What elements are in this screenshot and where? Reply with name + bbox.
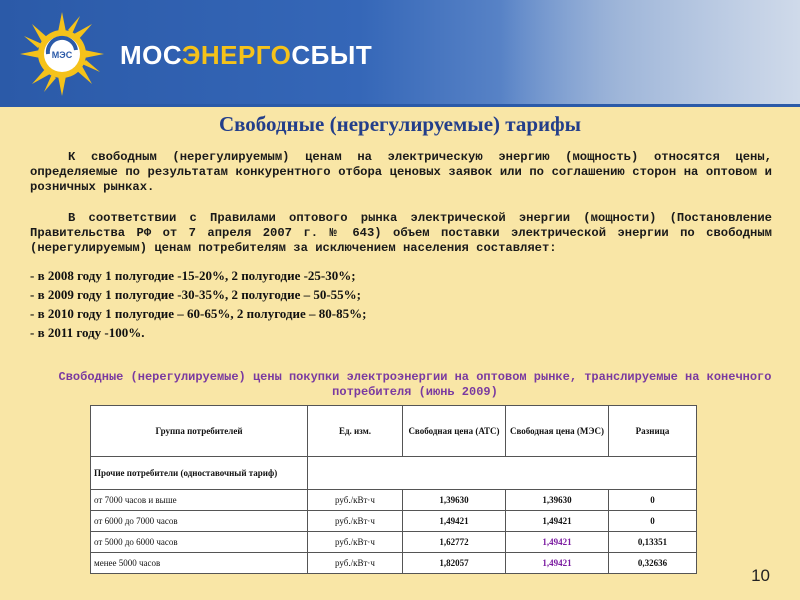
row-ats-price: 1,62772 xyxy=(403,532,506,553)
table-row xyxy=(91,532,697,553)
list-item: - в 2010 году 1 полугодие – 60-65%, 2 полугодие – 80-85%; xyxy=(30,306,367,321)
header-divider xyxy=(0,104,800,107)
column-header: Группа потребителей xyxy=(91,406,308,457)
list-item: - в 2011 году -100%. xyxy=(30,325,145,340)
industrial-photo xyxy=(500,0,800,104)
table-row xyxy=(91,511,697,532)
group-label: Прочие потребители (одноставочный тариф) xyxy=(91,457,308,490)
list-item: - в 2009 году 1 полугодие -30-35%, 2 полугодие – 50-55%; xyxy=(30,287,362,302)
table-caption: Свободные (нерегулируемые) цены покупки электроэнергии на оптовом рынке, транслируемые на конечного потребителя (июнь 2009) xyxy=(58,370,772,399)
tariff-table xyxy=(90,405,697,574)
table-row xyxy=(91,553,697,574)
brand-name xyxy=(120,40,372,71)
table-row xyxy=(91,490,697,511)
row-unit: руб./кВт·ч xyxy=(308,553,403,574)
row-group: от 7000 часов и выше xyxy=(91,490,308,511)
row-unit: руб./кВт·ч xyxy=(308,532,403,553)
list-item: - в 2008 году 1 полугодие -15-20%, 2 полугодие -25-30%; xyxy=(30,268,356,283)
row-mes-price: 1,39630 xyxy=(506,490,609,511)
row-difference: 0,13351 xyxy=(609,532,697,553)
row-ats-price: 1,82057 xyxy=(403,553,506,574)
row-difference: 0 xyxy=(609,490,697,511)
row-ats-price: 1,39630 xyxy=(403,490,506,511)
page-title: Свободные (нерегулируемые) тарифы xyxy=(218,112,582,136)
mosenergosbyt-logo-icon xyxy=(18,10,106,98)
column-header: Свободная цена (МЭС) xyxy=(506,406,609,457)
column-header: Свободная цена (АТС) xyxy=(403,406,506,457)
header-banner xyxy=(0,0,800,104)
schedule-list xyxy=(30,266,772,342)
row-mes-price: 1,49421 xyxy=(506,532,609,553)
row-unit: руб./кВт·ч xyxy=(308,511,403,532)
brand-prefix: МОС xyxy=(120,40,182,70)
paragraph-definition: К свободным (нерегулируемым) ценам на электрическую энергию (мощность) относятся цены, определяемые по результатам конкурентного отбора ценовых заявок или по соглашению сторон на оптовом и розничных рынках. xyxy=(30,150,772,194)
paragraph-rules: В соответствии с Правилами оптового рынка электрической энергии (мощности) (Постановление Правительства РФ от 7 апреля 2007 г. № 643) объем поставки электрической энергии по свободным (нерегулируемым) ценам потребителям за исключением населения составляет: xyxy=(30,211,772,255)
row-difference: 0,32636 xyxy=(609,553,697,574)
row-group: от 5000 до 6000 часов xyxy=(91,532,308,553)
row-mes-price: 1,49421 xyxy=(506,553,609,574)
column-header: Ед. изм. xyxy=(308,406,403,457)
row-difference: 0 xyxy=(609,511,697,532)
table-header-row xyxy=(91,406,697,457)
row-ats-price: 1,49421 xyxy=(403,511,506,532)
table-group-row xyxy=(91,457,697,490)
page-number: 10 xyxy=(751,566,770,585)
row-group: от 6000 до 7000 часов xyxy=(91,511,308,532)
row-mes-price: 1,49421 xyxy=(506,511,609,532)
column-header: Разница xyxy=(609,406,697,457)
brand-suffix: СБЫТ xyxy=(291,40,373,70)
group-spacer xyxy=(308,457,697,490)
row-unit: руб./кВт·ч xyxy=(308,490,403,511)
row-group: менее 5000 часов xyxy=(91,553,308,574)
brand-accent: ЭНЕРГО xyxy=(181,40,292,70)
logo-text: МЭС xyxy=(51,50,73,60)
